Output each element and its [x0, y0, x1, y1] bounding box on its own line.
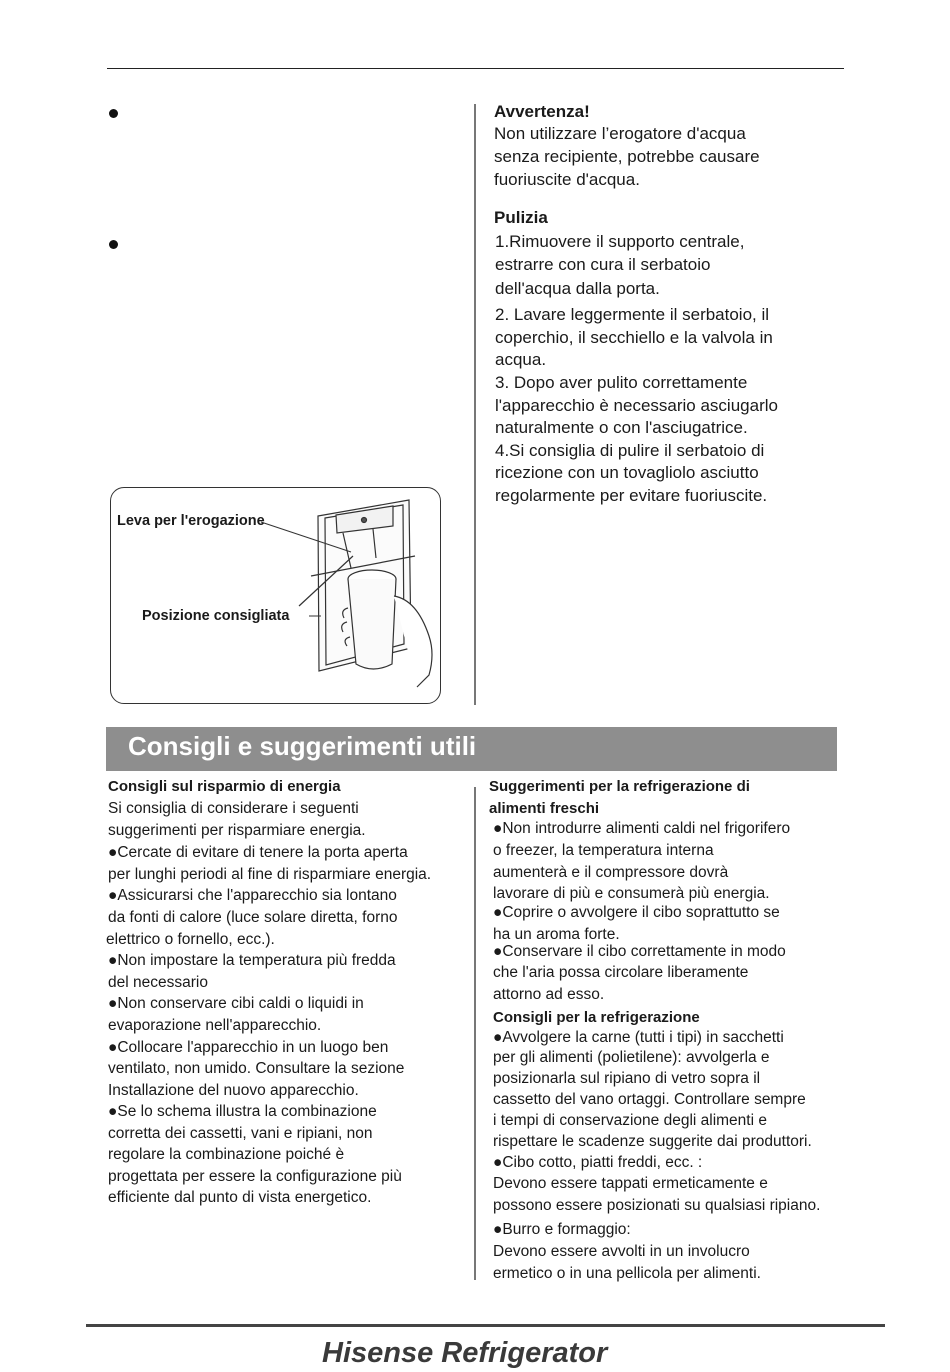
- fresh-line: ha un aroma forte.: [493, 926, 620, 943]
- fresh-line: che l'aria possa circolare liberamente: [493, 964, 749, 981]
- refrig-line: Devono essere tappati ermeticamente e: [493, 1175, 768, 1192]
- column-divider: [474, 104, 476, 705]
- fresh-line: ●Conservare il cibo correttamente in modo: [493, 943, 786, 960]
- cleaning-line: dell'acqua dalla porta.: [495, 279, 660, 298]
- dispenser-figure: [110, 487, 441, 704]
- top-rule: [107, 68, 844, 69]
- warning-line: fuoriuscite d'acqua.: [494, 170, 640, 189]
- refrig-line: cassetto del vano ortaggi. Controllare sempre: [493, 1091, 806, 1108]
- energy-line: regolare la combinazione poiché è: [108, 1146, 345, 1163]
- refrig-line: posizionarla sul ripiano di vetro sopra il: [493, 1070, 761, 1087]
- energy-line: Installazione del nuovo apparecchio.: [108, 1082, 359, 1099]
- cleaning-line: l'apparecchio è necessario asciugarlo: [495, 396, 778, 415]
- refrig-line: ●Cibo cotto, piatti freddi, ecc. :: [493, 1154, 703, 1171]
- cleaning-line: estrarre con cura il serbatoio: [495, 255, 711, 274]
- warning-title: Avvertenza!: [494, 102, 590, 121]
- cleaning-title: Pulizia: [494, 208, 548, 227]
- fresh-line: attorno ad esso.: [493, 986, 605, 1003]
- warning-line: senza recipiente, potrebbe causare: [494, 147, 760, 166]
- section-banner: [106, 727, 837, 771]
- cleaning-line: regolarmente per evitare fuoriuscite.: [495, 486, 768, 505]
- energy-line: suggerimenti per risparmiare energia.: [108, 822, 366, 839]
- energy-line: ventilato, non umido. Consultare la sezione: [108, 1060, 405, 1077]
- section-title: Consigli e suggerimenti utili: [128, 731, 477, 761]
- refrig-line: per gli alimenti (polietilene): avvolgerla e: [493, 1049, 770, 1066]
- cleaning-line: 1.Rimuovere il supporto centrale,: [495, 232, 745, 251]
- column-divider: [474, 787, 476, 1280]
- energy-line: per lunghi periodi al fine di risparmiare energia.: [108, 866, 432, 883]
- energy-line: elettrico o fornello, ecc.).: [106, 931, 275, 948]
- warning-line: Non utilizzare l’erogatore d'acqua: [494, 124, 746, 143]
- brand-logo: Hisense Refrigerator: [322, 1337, 608, 1369]
- figure-label-position: Posizione consigliata: [142, 608, 290, 624]
- refrig-line: i tempi di conservazione degli alimenti e: [493, 1112, 767, 1129]
- fresh-line: ●Non introdurre alimenti caldi nel frigorifero: [493, 820, 791, 837]
- energy-line: ●Non impostare la temperatura più fredda: [108, 952, 396, 969]
- figure-label-lever: Leva per l'erogazione: [117, 513, 265, 529]
- energy-line: progettata per essere la configurazione più: [108, 1168, 402, 1185]
- bullet-dot: [109, 109, 118, 118]
- refrig-line: Devono essere avvolti in un involucro: [493, 1243, 750, 1260]
- refrig-line: ●Avvolgere la carne (tutti i tipi) in sacchetti: [493, 1029, 784, 1046]
- energy-line: ●Se lo schema illustra la combinazione: [108, 1103, 377, 1120]
- refrig-line: ermetico o in una pellicola per alimenti.: [493, 1265, 761, 1282]
- cleaning-line: 2. Lavare leggermente il serbatoio, il: [495, 305, 770, 324]
- fresh-line: o freezer, la temperatura interna: [493, 842, 714, 859]
- refrig-line: possono essere posizionati su qualsiasi ripiano.: [493, 1197, 821, 1214]
- footer-rule: [86, 1324, 885, 1327]
- energy-line: efficiente dal punto di vista energetico.: [108, 1189, 372, 1206]
- energy-line: corretta dei cassetti, vani e ripiani, non: [108, 1125, 373, 1142]
- energy-line: ●Non conservare cibi caldi o liquidi in: [108, 995, 364, 1012]
- cleaning-line: 3. Dopo aver pulito correttamente: [495, 373, 748, 392]
- energy-line: del necessario: [108, 974, 208, 991]
- energy-line: da fonti di calore (luce solare diretta, forno: [108, 909, 398, 926]
- cleaning-line: naturalmente o con l'asciugatrice.: [495, 418, 748, 437]
- cleaning-line: ricezione con un tovagliolo asciutto: [495, 463, 759, 482]
- cleaning-line: 4.Si consiglia di pulire il serbatoio di: [495, 441, 765, 460]
- refrig-title: Consigli per la refrigerazione: [493, 1009, 700, 1026]
- fresh-line: ●Coprire o avvolgere il cibo soprattutto se: [493, 904, 780, 921]
- refrig-line: ●Burro e formaggio:: [493, 1221, 631, 1238]
- energy-line: evaporazione nell'apparecchio.: [108, 1017, 322, 1034]
- energy-line: ●Cercate di evitare di tenere la porta aperta: [108, 844, 408, 861]
- energy-line: Si consiglia di considerare i seguenti: [108, 800, 359, 817]
- energy-line: ●Assicurarsi che l'apparecchio sia lontano: [108, 887, 397, 904]
- energy-title: Consigli sul risparmio di energia: [108, 778, 341, 795]
- cleaning-line: acqua.: [495, 350, 547, 369]
- fresh-title: alimenti freschi: [489, 800, 600, 817]
- fresh-line: aumenterà e il compressore dovrà: [493, 864, 729, 881]
- fresh-title: Suggerimenti per la refrigerazione di: [489, 778, 750, 795]
- refrig-line: rispettare le scadenze suggerite dai produttori.: [493, 1133, 812, 1150]
- energy-line: ●Collocare l'apparecchio in un luogo ben: [108, 1039, 389, 1056]
- cleaning-line: coperchio, il secchiello e la valvola in: [495, 328, 773, 347]
- fresh-line: lavorare di più e consumerà più energia.: [493, 885, 770, 902]
- bullet-dot: [109, 240, 118, 249]
